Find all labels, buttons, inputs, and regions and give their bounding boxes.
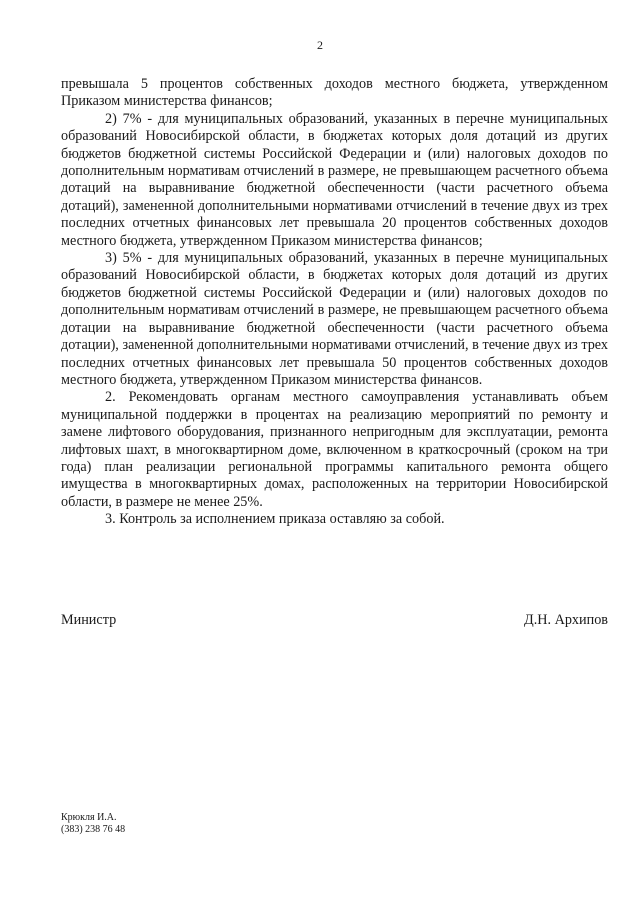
document-body	[61, 76, 608, 529]
executor-name: Крюкля И.А.	[61, 812, 117, 823]
signatory-name: Д.Н. Архипов	[524, 612, 608, 628]
paragraph-clause-3: 3. Контроль за исполнением приказа оставляю за собой.	[105, 511, 445, 528]
paragraph-continuation: превышала 5 процентов собственных доходов местного бюджета, утвержденном Приказом министерства финансов;	[61, 76, 608, 110]
executor-info	[61, 812, 125, 835]
signatory-position: Министр	[61, 612, 117, 628]
page-number: 2	[317, 38, 323, 52]
signature-block	[61, 612, 608, 629]
paragraph-item-3: 3) 5% - для муниципальных образований, указанных в перечне муниципальных образований Новосибирской области, в бюджетах которых доля дотаций из других бюджетов бюджетной системы Российской Федерации и (или) налоговых доходов по дополнительным нормативам отчислений в размере, не превышающем расчетного объема дотации на выравнивание бюджетной обеспеченности (части расчетного объема дотации), замененной дополнительными нормативами отчислений, в течение двух из трех последних отчетных финансовых лет превышала 50 процентов собственных доходов местного бюджета, утвержденном Приказом министерства финансов.	[61, 250, 608, 388]
executor-phone: (383) 238 76 48	[61, 823, 126, 835]
paragraph-clause-2: 2. Рекомендовать органам местного самоуправления устанавливать объем муниципальной поддержки в процентах на реализацию мероприятий по ремонту и замене лифтового оборудования, признанного непригодным для эксплуатации, ремонта лифтовых шахт, в многоквартирном доме, включенном в краткосрочный (сроком на три года) план реализации региональной программы капитального ремонта общего имущества в многоквартирных домах, расположенных на территории Новосибирской области, в размере не менее 25%.	[61, 389, 608, 510]
paragraph-item-2: 2) 7% - для муниципальных образований, указанных в перечне муниципальных образований Новосибирской области, в бюджетах которых доля дотаций из других бюджетов бюджетной системы Российской Федерации и (или) налоговых доходов по дополнительным нормативам отчислений в размере, не превышающем расчетного объема дотаций на выравнивание бюджетной обеспеченности (части расчетного объема дотаций), замененной дополнительными нормативами отчислений в течение двух из трех последних отчетных финансовых лет превышала 20 процентов собственных доходов местного бюджета, утвержденном Приказом министерства финансов;	[61, 110, 608, 249]
